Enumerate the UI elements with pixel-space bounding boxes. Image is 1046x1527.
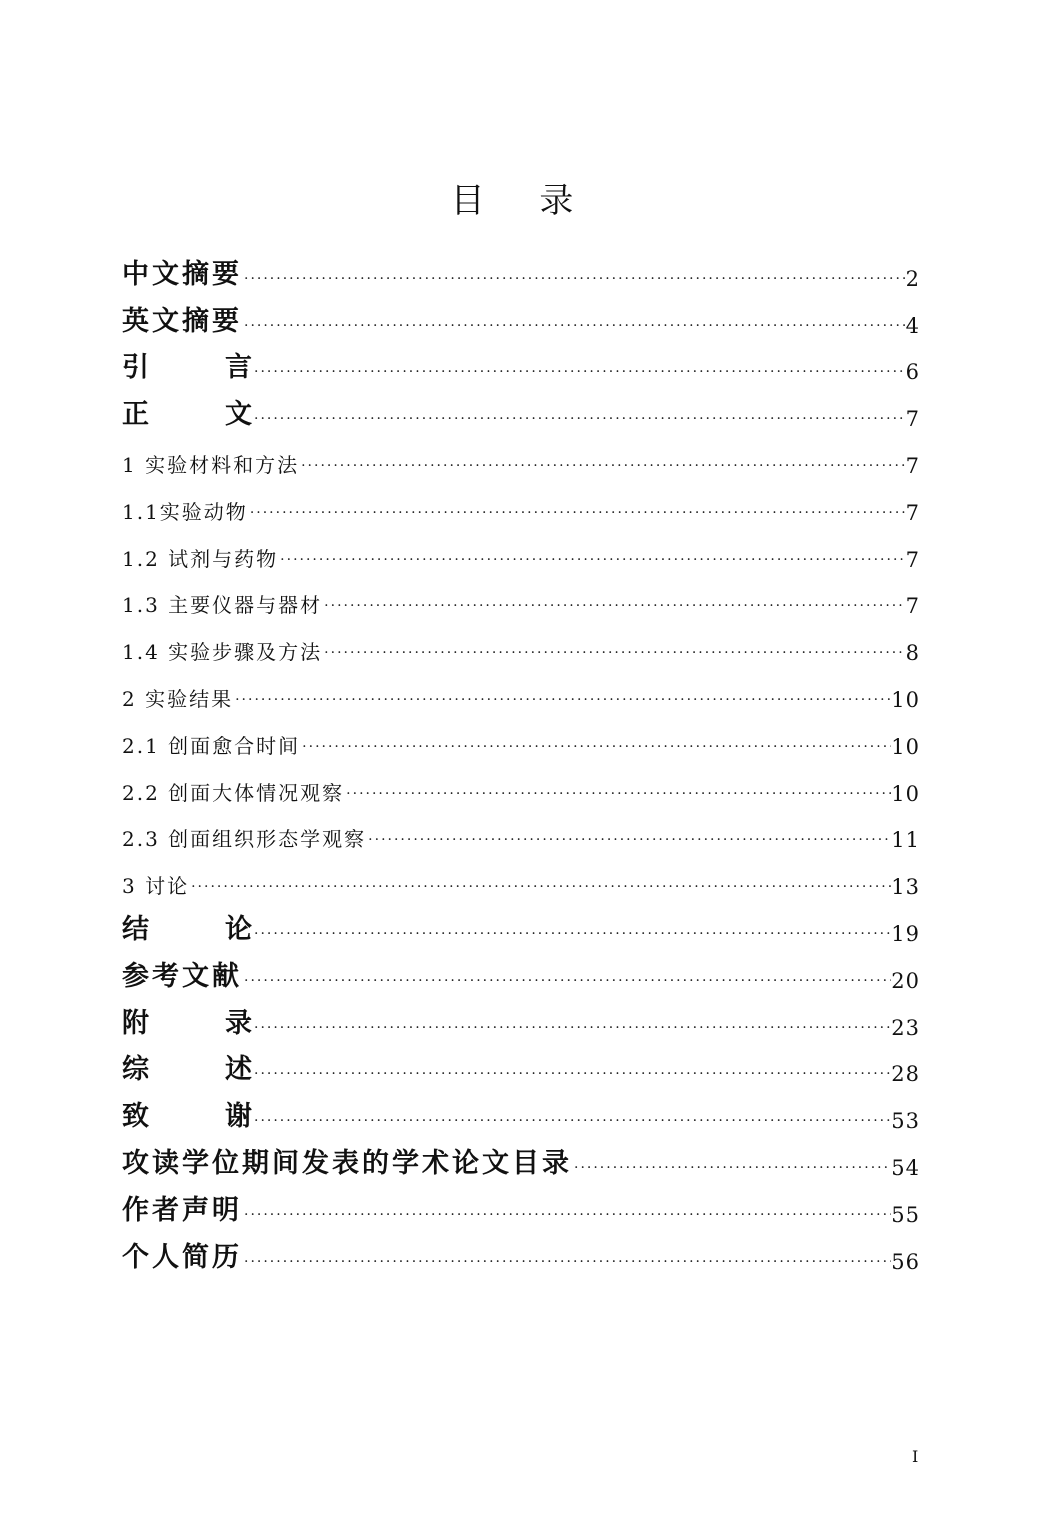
page-title: 目 录 [450,180,596,221]
toc-dot-leader [252,1021,891,1040]
toc-entry[interactable] [122,665,920,712]
toc-entry-page: 7 [905,453,920,478]
toc-entry-label: 正文 [122,399,252,431]
toc-entry[interactable] [122,478,920,525]
toc-entry-page: 28 [891,1062,920,1087]
toc-entry[interactable] [122,244,920,291]
toc-dot-leader [572,1161,891,1180]
toc-entry-label: 1.1实验动物 [122,499,248,524]
toc-entry-label: 致谢 [122,1101,252,1133]
toc-dot-leader [322,599,905,618]
toc-entry[interactable] [122,431,920,478]
toc-entry-page: 55 [891,1202,920,1227]
toc-entry-page: 7 [905,407,920,432]
toc-entry[interactable] [122,1086,920,1133]
toc-entry-label: 综述 [122,1054,252,1086]
toc-entry[interactable] [122,1040,920,1087]
toc-dot-leader [366,833,891,852]
toc-entry-page: 2 [905,266,920,291]
toc-entry-label: 1.3 主要仪器与器材 [122,593,323,618]
toc-entry[interactable] [122,384,920,431]
toc-entry-page: 7 [905,500,920,525]
toc-entry-page: 54 [891,1155,920,1180]
toc-entry-page: 13 [891,875,920,900]
toc-entry[interactable] [122,712,920,759]
toc-entry[interactable] [122,618,920,665]
toc-dot-leader [233,693,891,712]
toc-dot-leader [189,880,891,899]
toc-entry[interactable] [122,291,920,338]
toc-dot-leader [242,974,891,993]
toc-entry-page: 56 [891,1249,920,1274]
toc-entry[interactable] [122,806,920,853]
toc-entry-label: 引言 [122,352,252,384]
toc-entry-label: 2.2 创面大体情况观察 [122,780,345,805]
toc-entry-label: 英文摘要 [122,305,242,337]
toc-entry-label: 2.1 创面愈合时间 [122,733,301,758]
toc-entry[interactable] [122,1227,920,1274]
toc-dot-leader [344,787,891,806]
toc-entry-page: 20 [891,968,920,993]
toc-entry[interactable] [122,993,920,1040]
toc-entry-page: 10 [891,781,920,806]
toc-dot-leader [252,365,906,384]
toc-entry[interactable] [122,946,920,993]
toc-entry-label: 附录 [122,1007,252,1039]
toc-entry[interactable] [122,525,920,572]
toc-dot-leader [299,459,906,478]
toc-entry-label: 3 讨论 [122,874,190,899]
toc-entry-page: 10 [891,687,920,712]
toc-dot-leader [242,319,906,338]
toc-entry-page: 23 [891,1015,920,1040]
toc-entry-label: 2 实验结果 [122,686,234,711]
toc-entry-page: 7 [905,547,920,572]
toc-entry[interactable] [122,852,920,899]
toc-entry[interactable] [122,899,920,946]
toc-entry[interactable] [122,338,920,385]
table-of-contents [122,244,920,1274]
toc-entry-label: 结论 [122,913,252,945]
toc-dot-leader [322,646,905,665]
toc-dot-leader [242,272,906,291]
toc-dot-leader [252,1067,891,1086]
toc-entry-page: 10 [891,734,920,759]
toc-entry-page: 19 [891,921,920,946]
toc-entry-page: 4 [905,313,920,338]
toc-entry-label: 1 实验材料和方法 [122,452,300,477]
toc-entry-page: 8 [905,641,920,666]
toc-entry[interactable] [122,1180,920,1227]
toc-dot-leader [242,1255,891,1274]
toc-entry-label: 个人简历 [122,1241,242,1273]
toc-dot-leader [252,1114,891,1133]
toc-dot-leader [300,740,891,759]
toc-entry-label: 中文摘要 [122,258,242,290]
toc-entry-label: 参考文献 [122,960,242,992]
toc-dot-leader [278,553,905,572]
toc-dot-leader [252,927,891,946]
toc-entry-label: 作者声明 [122,1194,242,1226]
toc-dot-leader [242,1208,891,1227]
toc-entry-page: 7 [905,594,920,619]
toc-entry-label: 1.2 试剂与药物 [122,546,279,571]
toc-dot-leader [252,412,906,431]
toc-entry[interactable] [122,759,920,806]
toc-entry[interactable] [122,1133,920,1180]
toc-entry-page: 6 [905,360,920,385]
toc-entry-label: 攻读学位期间发表的学术论文目录 [122,1147,572,1179]
toc-entry[interactable] [122,572,920,619]
page-number: I [912,1447,919,1466]
toc-entry-page: 53 [891,1109,920,1134]
toc-entry-page: 11 [891,828,920,853]
toc-dot-leader [248,506,906,525]
toc-entry-label: 2.3 创面组织形态学观察 [122,827,367,852]
toc-entry-label: 1.4 实验步骤及方法 [122,640,323,665]
